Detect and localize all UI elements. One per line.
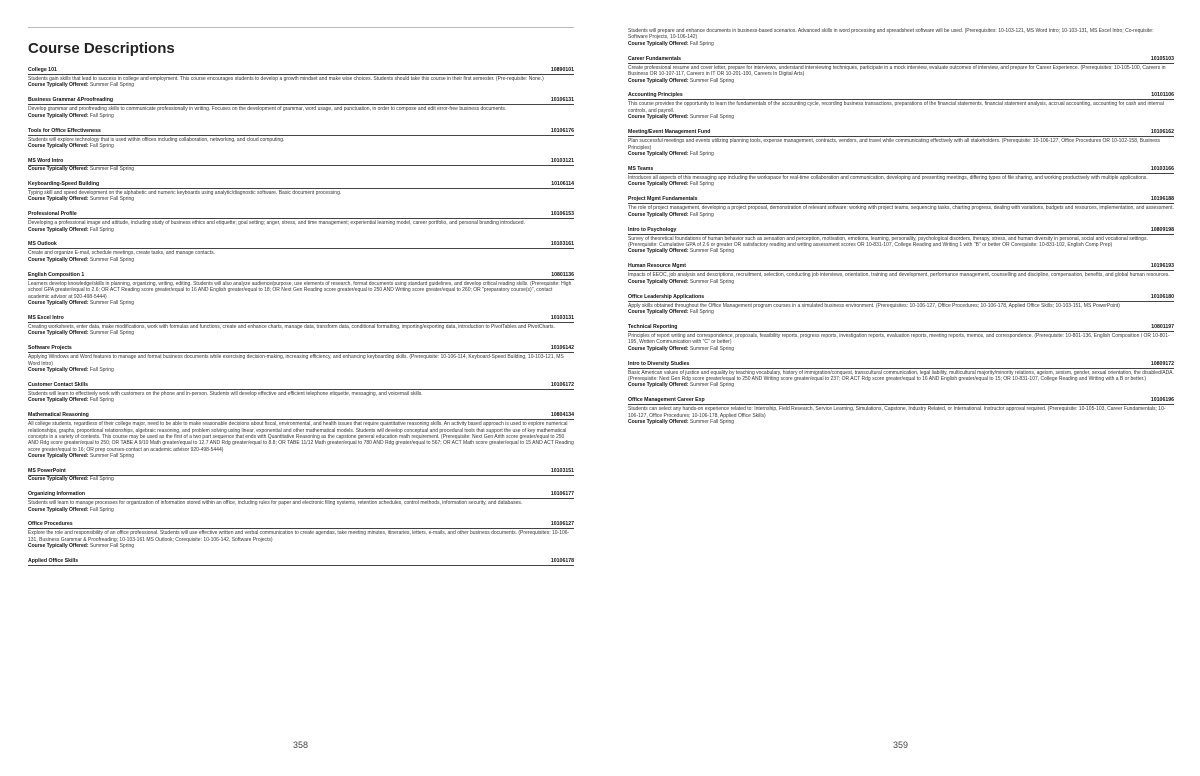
course-name: Technical Reporting: [628, 323, 678, 330]
course-header: [628, 196, 1174, 204]
course-offered: [628, 41, 1174, 47]
offered-terms: Summer Fall Spring: [689, 345, 735, 352]
offered-label: Course Typically Offered:: [28, 367, 89, 374]
page-number-left: 358: [293, 740, 309, 750]
course-entry: [28, 128, 574, 150]
course-number: 10809172: [1150, 360, 1174, 367]
course-description: The role of project management, developing a project proposal, demonstration of relevant software: working with project teams, sequencing tasks, charting progress, dealing with variations, budgets and resources, implementation, and assessment.: [628, 205, 1174, 212]
course-description: Students can select any hands-on experience related to: Internship, Field Research, Service Learning, Simulations, Capstone, Industry Related, or International. Instructor approval required. (Prerequisite: 10-105-103, Career Fundamentals; 10-106-127, Office Procedures; 10-106-178, Applied Office Skills): [628, 406, 1166, 419]
course-header: [628, 129, 1174, 137]
course-header: [28, 272, 574, 280]
course-offered: [28, 227, 574, 233]
course-entry: [28, 97, 574, 119]
offered-label: Course Typically Offered:: [28, 543, 89, 550]
course-name: Organizing Information: [28, 491, 86, 498]
course-number: 10106180: [1150, 293, 1174, 300]
offered-label: Course Typically Offered:: [628, 211, 689, 218]
course-entry: [28, 382, 574, 404]
course-name: Applied Office Skills: [28, 558, 79, 565]
offered-terms: Fall Spring: [689, 211, 714, 218]
course-offered: [628, 248, 1174, 254]
course-name: College 101: [28, 67, 57, 73]
offered-terms: Fall Spring: [89, 226, 114, 233]
course-number: 10801197: [1151, 323, 1174, 330]
course-number: 10106178: [550, 558, 574, 565]
course-name: English Composition 1: [28, 271, 85, 278]
course-description: Creating worksheets, enter data, make modifications, work with formulas and functions, create and enhance charts, manage data, transform data, conditional formatting, importing/exporting data, introduction to PivotTables and PivotCharts.: [28, 323, 555, 330]
course-number: 10196188: [1150, 196, 1174, 203]
course-header: [28, 558, 574, 566]
course-offered: [28, 507, 574, 513]
offered-terms: Summer Fall Spring: [689, 114, 735, 121]
offered-label: Course Typically Offered:: [28, 256, 89, 263]
course-name: MS Excel Intro: [28, 314, 64, 321]
course-entry: [628, 92, 1174, 120]
course-name: Human Resource Mgmt: [628, 263, 686, 270]
course-name: Professional Profile: [28, 211, 77, 218]
course-number: 10890101: [550, 67, 574, 73]
course-offered: [28, 397, 574, 403]
course-description: Basic American values of justice and equality by teaching vocabulary, history of immigration/conquest, transcultural communication, legal liability, multicultural majority/minority relations, ageism, sexism, gender, sexual orientation, the disabled/ADA. (Prerequisite: Next Gen Rdg score greater/equal to 250 AND Writing score greater/equal to 237; OR ACT Rdg score greater/equal to 16 AND English greater/equal to 15; OR 10-831-107, College Reading and Writing with a B or better.): [628, 369, 1174, 382]
course-description: Develop grammar and proofreading skills to communicate professionally in writing. Focuses on the development of grammar, word usage, and punctuation, in order to compose and edit error-free business documents.: [28, 106, 507, 113]
offered-label: Course Typically Offered:: [628, 382, 689, 389]
course-header: [28, 491, 574, 499]
course-entry: [628, 361, 1174, 389]
course-number: 10106127: [550, 521, 574, 528]
course-name: MS PowerPoint: [28, 468, 66, 475]
offered-label: Course Typically Offered:: [28, 143, 89, 150]
page-title: Course Descriptions: [28, 40, 175, 57]
course-header: [28, 468, 574, 476]
course-entry: [628, 294, 1174, 316]
course-entry: [28, 468, 574, 482]
course-name: Office Leadership Applications: [628, 293, 705, 300]
right-course-list: [628, 28, 1174, 434]
course-offered: [28, 543, 574, 549]
course-number: 10105103: [1150, 55, 1174, 62]
course-entry: [28, 158, 574, 172]
course-description: Students gain skills that lead to success in college and employment. This course encourages students to develop a growth mindset and make wise choices. Students should take this course in their first semester. (Pre-requisite: None.): [28, 76, 544, 82]
offered-label: Course Typically Offered:: [628, 40, 689, 47]
offered-terms: Summer Fall Spring: [89, 82, 135, 89]
course-entry: [28, 211, 574, 233]
course-header: [28, 382, 574, 390]
course-description: Principles of report writing and correspondence, proposals, feasibility reports, progress reports, investigation reports, evaluation reports, meeting reports, memos, and correspondence. (Prerequisite: 10-801-136, English Composition I OR 10-801-195, Written Communication with "C" or better): [628, 332, 1170, 346]
course-offered: [628, 419, 1174, 425]
course-description: Students will learn to manage processes for organization of information stored within an office, including rules for paper and electronic filing systems, retention schedules, control methods, information security, and databases.: [28, 500, 523, 507]
course-offered: [628, 382, 1174, 388]
offered-label: Course Typically Offered:: [628, 278, 689, 285]
offered-label: Course Typically Offered:: [628, 248, 689, 255]
course-description: Learners develop knowledge/skills in planning, organizing, writing, editing. Students will also analyze audience/purpose, use elements of research, format documents using standard guidelines, and develop critical reading skills. (Prerequisite: High school GPA greater/equal to 2.6; OR ACT Reading score greater/equal to 16 AND English greater/equal to 18; OR Next Gen Reading score greater/equal to 250 AND Writing score greater/equal to 260; OR "preparatory course(s)", contact academic advisor at 920-498-5444): [28, 280, 572, 300]
course-entry: [628, 324, 1174, 352]
course-entry: [628, 263, 1174, 285]
course-name: MS Word Intro: [28, 157, 64, 164]
offered-label: Course Typically Offered:: [628, 77, 689, 84]
course-number: 10196193: [1150, 263, 1174, 270]
course-header: [28, 158, 574, 166]
course-name: Project Mgmt Fundamentals: [628, 196, 698, 203]
course-description: Explore the role and responsibility of an office professional. Students will use effective written and verbal communication to create agendas, take meeting minutes, itineraries, letters, e-mails, and other business documents. (Prerequisites: 10-106-131, Business Grammar & Proofreading; 10-103-161 MS Outlook; Corequisite: 10-106-142, Software Projects): [28, 530, 570, 543]
course-number: 10101106: [1151, 92, 1174, 99]
course-number: 10106131: [550, 97, 574, 104]
course-entry: [28, 241, 574, 263]
offered-terms: Summer Fall Spring: [89, 196, 135, 203]
course-number: 10103121: [550, 157, 574, 164]
course-offered: [28, 143, 574, 149]
course-name: MS Outlook: [28, 241, 57, 248]
offered-label: Course Typically Offered:: [28, 453, 89, 460]
course-entry: [28, 521, 574, 549]
course-entry: [28, 491, 574, 513]
offered-terms: Summer Fall Spring: [689, 248, 735, 255]
continued-course: [628, 28, 1174, 47]
offered-terms: Fall Spring: [89, 397, 114, 404]
offered-terms: Summer Fall Spring: [689, 77, 735, 84]
course-header: [28, 181, 574, 189]
offered-label: Course Typically Offered:: [28, 476, 89, 483]
course-entry: [28, 345, 574, 373]
course-name: Intro to Psychology: [628, 226, 677, 233]
course-number: 10106196: [1150, 397, 1174, 404]
offered-label: Course Typically Offered:: [628, 419, 689, 426]
course-header: [628, 397, 1174, 405]
offered-terms: Summer Fall Spring: [89, 300, 135, 306]
course-entry: [628, 129, 1174, 157]
offered-label: Course Typically Offered:: [628, 114, 689, 121]
offered-terms: Fall Spring: [89, 112, 114, 119]
course-entry: [628, 397, 1174, 425]
course-name: Meeting/Event Management Fund: [628, 129, 711, 136]
course-offered: [28, 196, 574, 202]
offered-terms: Fall Spring: [689, 40, 714, 47]
course-header: [628, 227, 1174, 235]
course-header: [28, 241, 574, 249]
offered-label: Course Typically Offered:: [28, 112, 89, 119]
offered-label: Course Typically Offered:: [28, 506, 89, 513]
left-course-list: [28, 67, 574, 575]
page-number-right: 359: [893, 740, 909, 750]
course-header: [628, 294, 1174, 302]
course-number: 10106172: [550, 381, 574, 388]
course-description: Introduces all aspects of this messaging app including the workspace for real-time collaboration and communication, developing and presenting meetings, differing types of file sharing, and working productively with multiple applications.: [628, 174, 1148, 181]
course-description: Students will learn to effectively work with customers on the phone and in-person. Students will develop effective and efficient telephone etiquette, messaging, and voicemail skills.: [28, 390, 423, 397]
offered-terms: Fall Spring: [689, 181, 714, 188]
course-offered: [28, 476, 574, 482]
course-description: Apply skills obtained throughout the Office Management program courses in a simulated business environment. (Prerequisites: 10-106-127, Office Procedures; 10-106-178, Applied Office Skills; 10-103-151, MS PowerPoint): [628, 302, 1120, 309]
course-name: Office Management Career Exp: [628, 397, 705, 404]
offered-terms: Summer Fall Spring: [689, 382, 735, 389]
course-description: Students will explore technology that is used within offices including collaboration, networking, and cloud computing.: [28, 136, 285, 143]
course-name: MS Teams: [628, 165, 654, 172]
course-header: [28, 345, 574, 353]
offered-label: Course Typically Offered:: [28, 330, 89, 337]
offered-terms: Summer Fall Spring: [89, 256, 135, 263]
course-name: Customer Contact Skills: [28, 381, 88, 388]
offered-terms: Fall Spring: [689, 150, 714, 157]
course-name: Accounting Principles: [628, 92, 683, 99]
course-header: [628, 56, 1174, 64]
course-number: 10804134: [550, 412, 574, 419]
course-number: 10106176: [550, 127, 574, 134]
course-entry: [28, 67, 574, 89]
course-offered: [28, 82, 574, 88]
offered-label: Course Typically Offered:: [28, 82, 89, 89]
course-entry: [28, 181, 574, 203]
course-description: Plan successful meetings and events utilizing planning tools, expense management, contracts, vendors, and travel while communicating effectively with all stakeholders. (Prerequisite: 10-106-127, Office Procedures OR 10-102-158, Business Principles): [628, 138, 1161, 151]
course-offered: [628, 181, 1174, 187]
course-header: [28, 97, 574, 105]
top-rule: [28, 27, 574, 28]
course-entry: [28, 412, 574, 459]
course-offered: [628, 279, 1174, 285]
course-offered: [28, 166, 574, 172]
offered-label: Course Typically Offered:: [28, 300, 89, 306]
course-number: 10106142: [550, 345, 574, 352]
offered-terms: Fall Spring: [89, 367, 114, 374]
course-header: [28, 128, 574, 136]
course-description: Survey of theoretical foundations of human behavior such as sensation and perception, motivation, emotions, learning, personality, psychological disorders, therapy, stress, and human diversity in personal, social and vocational settings. (Prerequisite: Cumulative GPA of 2.6 or greater OR satisfactory reading and writing assessment scores OR 10-831-107, College Reading and Writing 1 with "B" or better OR Corequisite: 10-831-102, English Comp Prep): [628, 235, 1148, 248]
course-description: All college students, regardless of their college major, need to be able to make reasonable decisions about fiscal, environmental, and health issues that require quantitative reasoning skills. An activity based approach is used to explore numerical relationships, graphs, proportional relationships, algebraic reasoning, and problem solving using linear, exponential and other mathematical models. Students will develop conceptual and procedural tools that support the use of key mathematical concepts in a variety of contexts. This course may be used as the first of a two part sequence that ends with Quantitative Reasoning as the capstone general education math requirement. (Prerequisite: Next Gen Arith score greater/equal to 250 AND Rdg score greater/equal to 250; OR TABE A 9/10 Math greater/equal to 12.7 AND Rdg greater/equal to 8.8; OR TABE 11/12 Math greater/equal to 780 AND Rdg greater/equal to 567; OR ACT Math score greater/equal to 15 AND ACT Reading score greater/equal to 16; OR prep courses-contact an academic advisor 920-498-5444): [28, 421, 574, 453]
offered-terms: Summer Fall Spring: [89, 330, 135, 337]
course-offered: [28, 453, 574, 459]
course-name: Intro to Diversity Studies: [628, 360, 690, 367]
course-number: 10103151: [550, 468, 574, 475]
course-offered: [628, 309, 1174, 315]
course-offered: [628, 151, 1174, 157]
course-number: 10106153: [550, 211, 574, 218]
course-header: [628, 361, 1174, 369]
offered-terms: Summer Fall Spring: [89, 165, 135, 172]
course-header: [628, 324, 1174, 332]
course-offered: [628, 346, 1174, 352]
offered-label: Course Typically Offered:: [628, 150, 689, 157]
continued-description: Students will prepare and enhance documents in business-based scenarios. Advanced skills in word processing and spreadsheet software will be used. (Prerequisites: 10-103-121, MS Word Intro; 10-103-131, MS Excel Intro; Co-requisite: Software Projects, 10-106-142): [628, 28, 1154, 41]
course-offered: [28, 330, 574, 336]
offered-terms: Fall Spring: [89, 143, 114, 150]
offered-label: Course Typically Offered:: [28, 165, 89, 172]
course-entry: [28, 558, 574, 566]
course-offered: [628, 114, 1174, 120]
course-header: [28, 211, 574, 219]
course-number: 10809198: [1150, 226, 1174, 233]
offered-label: Course Typically Offered:: [628, 308, 689, 315]
offered-terms: Fall Spring: [689, 308, 714, 315]
offered-label: Course Typically Offered:: [28, 226, 89, 233]
course-number: 10106177: [550, 491, 574, 498]
course-name: Mathematical Reasoning: [28, 412, 89, 419]
course-description: This course provides the opportunity to learn the fundamentals of the accounting cycle, recording business transactions, preparations of the financial statements, financial statement analysis, accrual accounting, accounting for cash and internal controls, and payroll.: [628, 101, 1164, 114]
offered-terms: Summer Fall Spring: [689, 419, 735, 426]
offered-label: Course Typically Offered:: [28, 196, 89, 203]
course-name: Tools for Office Effectiveness: [28, 127, 101, 134]
course-description: Developing a professional image and attitude, including study of business ethics and etiquette; goal setting; anger, stress, and time management; experiential learning model, career portfolio, and personal branding introduced.: [28, 220, 525, 227]
course-number: 10103166: [1150, 165, 1174, 172]
offered-label: Course Typically Offered:: [28, 397, 89, 404]
offered-label: Course Typically Offered:: [628, 345, 689, 352]
course-name: Office Procedures: [28, 521, 73, 528]
course-header: [628, 263, 1174, 271]
course-name: Keyboarding-Speed Building: [28, 180, 100, 187]
course-entry: [628, 166, 1174, 188]
course-header: [28, 412, 574, 420]
course-offered: [28, 367, 574, 373]
offered-label: Course Typically Offered:: [628, 181, 689, 188]
course-header: [28, 521, 574, 529]
offered-terms: Summer Fall Spring: [89, 453, 135, 460]
course-offered: [28, 257, 574, 263]
right-page: [600, 0, 1200, 776]
course-offered: [28, 113, 574, 119]
course-description: Create professional resume and cover letter, prepare for interviews, understand interviewing techniques, participate in a mock interview, evaluate outcomes of interview, and prepare for Career Experience. (Prerequisites: 10-105-100, Careers in Business OR 10-107-117, Careers in IT OR 10-201-100, Careers In Digital Arts): [628, 64, 1166, 78]
offered-terms: Fall Spring: [89, 476, 114, 483]
course-number: 10103161: [550, 241, 574, 248]
course-header: [28, 67, 574, 75]
course-offered: [28, 300, 574, 306]
course-entry: [628, 227, 1174, 255]
offered-terms: Fall Spring: [89, 506, 114, 513]
course-name: Business Grammar &Proofreading: [28, 97, 114, 104]
course-entry: [28, 272, 574, 307]
course-number: 10801136: [551, 271, 574, 278]
offered-terms: Summer Fall Spring: [689, 278, 735, 285]
course-entry: [28, 315, 574, 337]
course-offered: [628, 78, 1174, 84]
course-description: Typing skill and speed development on the alphabetic and numeric keyboards using analytic/diagnostic software. Basic document processing.: [28, 189, 342, 196]
course-number: 10103131: [550, 314, 574, 321]
course-header: [628, 166, 1174, 174]
course-name: Career Fundamentals: [628, 55, 682, 62]
course-description: Applying Windows and Word features to manage and format business documents while exercising decision-making, increasing efficiency, and enhancing keyboarding skills. (Prerequisite: 10-106-114, Keyboard-Speed Building, 10-103-121, MS Word Intro): [28, 354, 564, 367]
course-offered: [628, 212, 1174, 218]
course-entry: [628, 56, 1174, 84]
course-description: Create and organize E-mail, schedule meetings, create tasks, and manage contacts.: [28, 250, 216, 257]
course-entry: [628, 196, 1174, 218]
course-description: Impacts of EEOC, job analysis and descriptions, recruitment, selection, conducting job interviews, orientation, training and development, performance management, counselling and discipline, compensation, benefits, and global human resources.: [628, 272, 1170, 279]
course-number: 10106114: [551, 180, 574, 187]
offered-terms: Summer Fall Spring: [89, 543, 135, 550]
course-header: [628, 92, 1174, 100]
course-name: Software Projects: [28, 345, 72, 352]
course-number: 10106162: [1150, 129, 1174, 136]
course-header: [28, 315, 574, 323]
